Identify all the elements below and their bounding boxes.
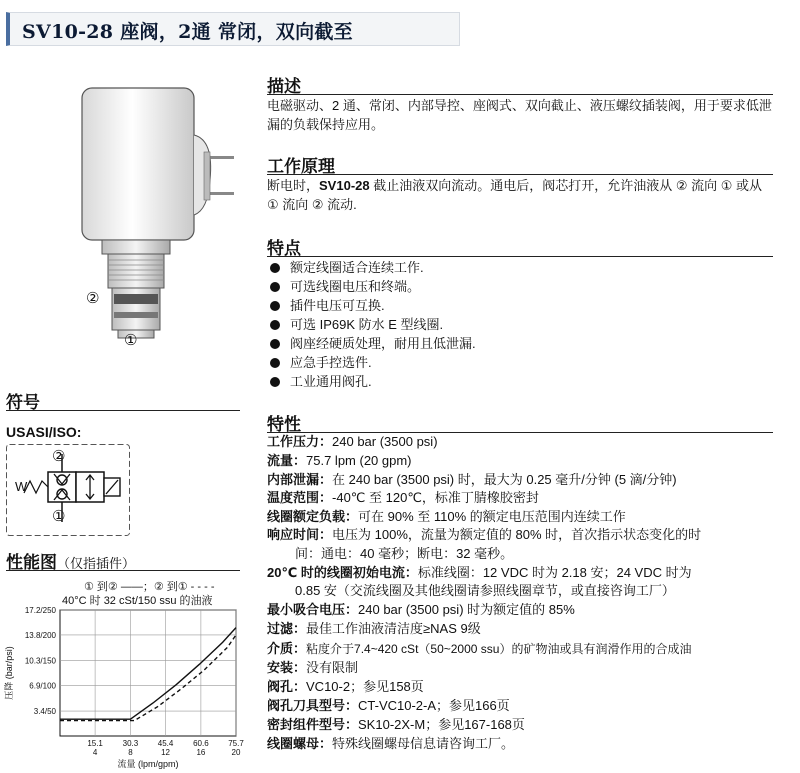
x-axis-label: 流量 (lpm/gpm) <box>117 759 179 769</box>
performance-title: 性能图 <box>6 553 57 572</box>
x-tick-label-secondary: 4 <box>92 748 98 757</box>
spec-row: 响应时间：电压为 100%，流量为额定值的 80% 时，首次指示状态变化的时 <box>267 527 702 542</box>
feature-item: 额定线圈适合连续工作. <box>270 258 424 277</box>
spec-row: 阀孔刀具型号：CT-VC10-2-A；参见166页 <box>267 698 510 713</box>
bullet-icon <box>270 377 280 387</box>
principle-text-a: 断电时， <box>267 178 320 193</box>
spec-row: 过滤：最佳工作油液清洁度≥NAS 9级 <box>267 621 481 636</box>
spec-row: 0.85 安（交流线圈及其他线圈请参照线圈章节，或直接咨询工厂） <box>295 583 675 598</box>
x-tick-label-secondary: 16 <box>196 748 206 757</box>
symbol-divider <box>6 410 240 411</box>
x-tick-label-secondary: 8 <box>128 748 133 757</box>
bullet-icon <box>270 358 280 368</box>
spec-row: 安装：没有限制 <box>267 660 359 675</box>
principle-divider <box>267 174 773 175</box>
y-tick-label: 6.9/100 <box>29 681 56 691</box>
symbol-standard-label: USASI/ISO: <box>6 424 82 440</box>
symbol-port-1: ① <box>52 508 66 525</box>
x-tick-label-secondary: 12 <box>161 748 171 757</box>
product-port-1-label: ① <box>124 332 138 349</box>
principle-model: SV10-28 <box>319 178 370 193</box>
title-bar <box>6 12 460 46</box>
spec-row: 线圈螺母：特殊线圈螺母信息请咨询工厂。 <box>267 736 515 751</box>
description-divider <box>267 94 773 95</box>
x-tick-label: 60.6 <box>193 739 209 748</box>
feature-item: 阀座经硬质处理，耐用且低泄漏. <box>270 334 476 353</box>
y-tick-label: 17.2/250 <box>24 606 56 615</box>
y-tick-label: 10.3/150 <box>24 656 56 666</box>
page-title: SV10-28 座阀，2通 常闭，双向截至 <box>22 21 353 43</box>
y-axis-label: 压降 (bar/psi) <box>4 646 14 700</box>
performance-divider <box>6 570 240 571</box>
x-tick-label: 45.4 <box>157 739 174 748</box>
x-tick-label: 15.1 <box>87 739 103 748</box>
performance-subtitle: （仅指插件） <box>57 556 136 571</box>
spec-row: 工作压力：240 bar (3500 psi) <box>267 434 438 449</box>
performance-chart <box>0 600 250 770</box>
features-title: 特点 <box>267 239 301 258</box>
description-text: 电磁驱动、2 通、常闭、内部导控、座阀式、双向截止、液压螺纹插装阀，用于要求低泄漏的负载保持应用。 <box>267 98 772 132</box>
spec-row: 密封组件型号：SK10-2X-M；参见167-168页 <box>267 717 525 732</box>
plot-frame <box>60 610 236 736</box>
principle-text-b: 截止油液双向流动。通电后，阀芯打开，允许油液从 ② 流向 ① 或从 ① 流向 ② 流动. <box>267 178 762 212</box>
feature-item: 可选线圈电压和终端。 <box>270 277 420 296</box>
y-tick-label: 3.4/50 <box>33 707 56 717</box>
principle-title: 工作原理 <box>267 157 335 176</box>
spec-row: 最小吸合电压：240 bar (3500 psi) 时为额定值的 85% <box>267 602 575 617</box>
bullet-icon <box>270 282 280 292</box>
spec-row: 温度范围：-40℃ 至 120℃，标准丁腈橡胶密封 <box>267 490 539 505</box>
principle-text <box>267 176 773 214</box>
bullet-icon <box>270 339 280 349</box>
symbol-port-2: ② <box>52 448 66 465</box>
spec-row: 阀孔：VC10-2；参见158页 <box>267 679 424 694</box>
bullet-icon <box>270 301 280 311</box>
feature-item: 插件电压可互换. <box>270 296 385 315</box>
features-divider <box>267 256 773 257</box>
feature-item: 可选 IP69K 防水 E 型线圈. <box>270 315 443 334</box>
chart-legend-line1: ① 到② ——；② 到① - - - - <box>84 581 215 593</box>
spec-row: 流量：75.7 lpm (20 gpm) <box>267 453 412 468</box>
spec-row: 20℃ 时的线圈初始电流：标准线圈：12 VDC 时为 2.18 安；24 VDC 时为 <box>267 565 692 580</box>
series-line-2-to-1 <box>60 635 236 721</box>
y-tick-label: 13.8/200 <box>24 630 56 640</box>
symbol-section-title: 符号 <box>6 393 40 412</box>
spec-row: 线圈额定负载：可在 90% 至 110% 的额定电压范围内连续工作 <box>267 509 626 524</box>
x-tick-label-secondary: 20 <box>231 748 241 757</box>
bullet-icon <box>270 320 280 330</box>
symbol-coil-letter: W <box>15 479 28 494</box>
spec-row: 内部泄漏：在 240 bar (3500 psi) 时，最大为 0.25 毫升/分钟 (5 滴/分钟) <box>267 472 677 487</box>
x-tick-label: 75.7 <box>228 739 244 748</box>
spec-row: 介质：粘度介于7.4~420 cSt（50~2000 ssu）的矿物油或具有润滑作用的合成油 <box>267 641 692 656</box>
specs-title: 特性 <box>267 415 301 434</box>
feature-item: 应急手控选件. <box>270 353 372 372</box>
feature-item: 工业通用阀孔. <box>270 372 372 391</box>
valve-product-image <box>70 80 240 360</box>
series-line-1-to-2 <box>60 628 236 720</box>
x-tick-label: 30.3 <box>122 739 139 748</box>
description-title: 描述 <box>267 77 301 96</box>
product-port-2-label: ② <box>86 290 100 307</box>
bullet-icon <box>270 263 280 273</box>
chart-legend-line2: 40°C 时 32 cSt/150 ssu 的油液 <box>62 595 213 607</box>
spec-row: 间：通电：40 毫秒；断电：32 毫秒。 <box>295 546 514 561</box>
